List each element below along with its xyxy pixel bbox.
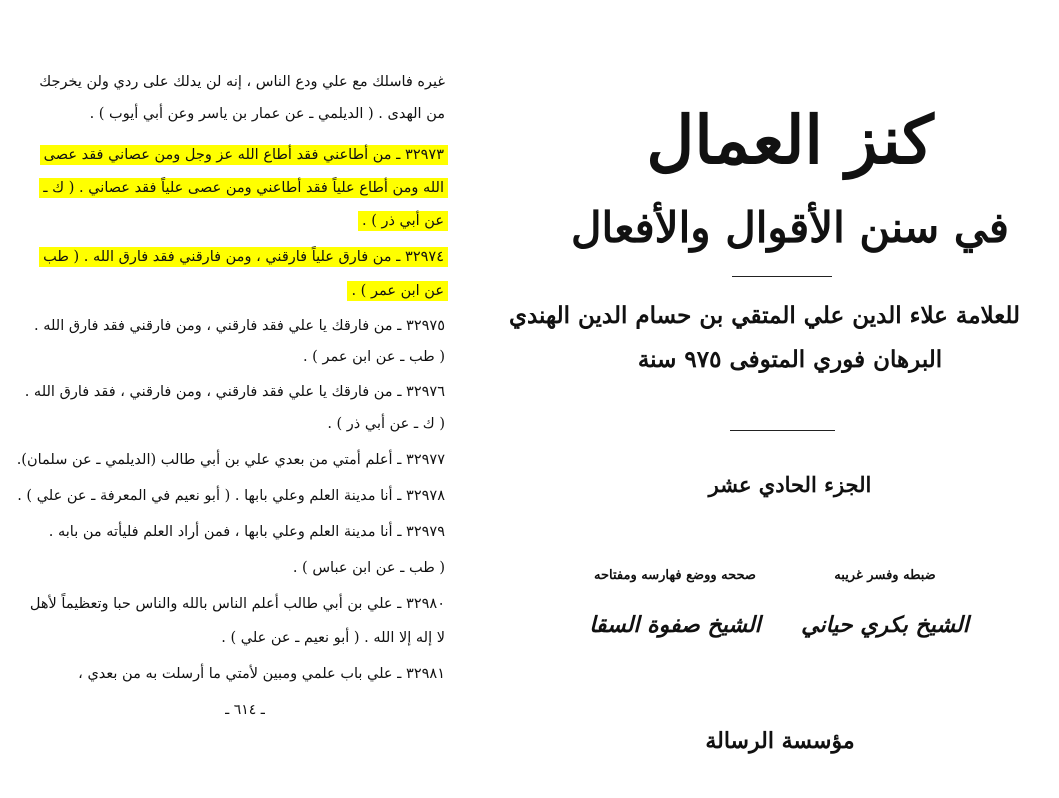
text-line: لا إله إلا الله . ( أبو نعيم ـ عن علي ) . [221, 630, 445, 646]
book-title: كنز العمال [646, 101, 934, 179]
text-line: ٣٢٩٧٦ ـ من فارقك يا علي فقد فارقني ، ومن فارقني ، فقد فارق الله . [24, 384, 445, 400]
highlighted-hadith-32973 [36, 143, 448, 167]
text-line: ٣٢٩٨٠ ـ علي بن أبي طالب أعلم الناس بالله والناس حبا وتعظيماً لأهل [29, 596, 445, 612]
volume-label: الجزء الحادي عشر [708, 472, 872, 497]
text-line: من الهدى . ( الديلمي ـ عن عمار بن ياسر وعن أبي أيوب ) . [89, 106, 445, 122]
text-line: ( طب ـ عن ابن عمر ) . [302, 349, 445, 365]
text-line: ٣٢٩٧٧ ـ أعلم أمتي من بعدي علي بن أبي طالب (الديلمي ـ عن سلمان). [16, 452, 445, 468]
highlighted-line [36, 279, 448, 303]
credit-name-editor: الشيخ بكري حياني [801, 612, 969, 638]
divider [732, 276, 832, 277]
highlighted-line [36, 209, 448, 233]
credit-label-verifier: صححه ووضع فهارسه ومفتاحه [594, 568, 756, 583]
text-line: ٣٢٩٧٣ ـ من أطاعني فقد أطاع الله عز وجل ومن عصاني فقد عصى [40, 145, 448, 165]
divider [730, 430, 835, 431]
publisher-logo: مؤسسة الرسالة [705, 728, 855, 754]
text-line: ٣٢٩٧٩ ـ أنا مدينة العلم وعلي بابها ، فمن أراد العلم فليأته من بابه . [48, 524, 445, 540]
highlighted-hadith-32974 [36, 245, 448, 269]
credit-name-verifier: الشيخ صفوة السقا [589, 612, 761, 638]
author-line: البرهان فوري المتوفى ٩٧٥ سنة [637, 346, 943, 373]
text-line: ٣٢٩٧٥ ـ من فارقك يا علي فقد فارقني ، ومن فارقني فقد فارق الله . [34, 318, 445, 334]
right-page-title-page [508, 0, 1059, 798]
left-page [0, 0, 520, 798]
highlighted-line [36, 176, 448, 200]
text-line: ٣٢٩٧٨ ـ أنا مدينة العلم وعلي بابها . ( أبو نعيم في المعرفة ـ عن علي ) . [17, 488, 445, 504]
text-line: عن ابن عمر ) . [347, 281, 448, 301]
author-line: للعلامة علاء الدين علي المتقي بن حسام الدين الهندي [508, 302, 1020, 329]
text-line: ( طب ـ عن ابن عباس ) . [292, 560, 445, 576]
text-line: ٣٢٩٧٤ ـ من فارق علياً فارقني ، ومن فارقني فقد فارق الله . ( طب [39, 247, 448, 267]
text-line: ( ك ـ عن أبي ذر ) . [327, 416, 445, 432]
credit-label-editor: ضبطه وفسر غريبه [834, 568, 936, 583]
text-line: غيره فاسلك مع علي ودع الناس ، إنه لن يدلك على ردي ولن يخرجك [39, 74, 445, 90]
text-line: الله ومن أطاع علياً فقد أطاعني ومن عصى علياً فقد عصاني . ( ك ـ [39, 178, 448, 198]
text-line: ٣٢٩٨١ ـ علي باب علمي ومبين لأمتي ما أرسلت به من بعدي ، [78, 666, 445, 682]
book-subtitle: في سنن الأقوال والأفعال [571, 203, 1009, 252]
text-line: عن أبي ذر ) . [358, 211, 448, 231]
page-number: ـ ٦١٤ ـ [225, 702, 265, 718]
